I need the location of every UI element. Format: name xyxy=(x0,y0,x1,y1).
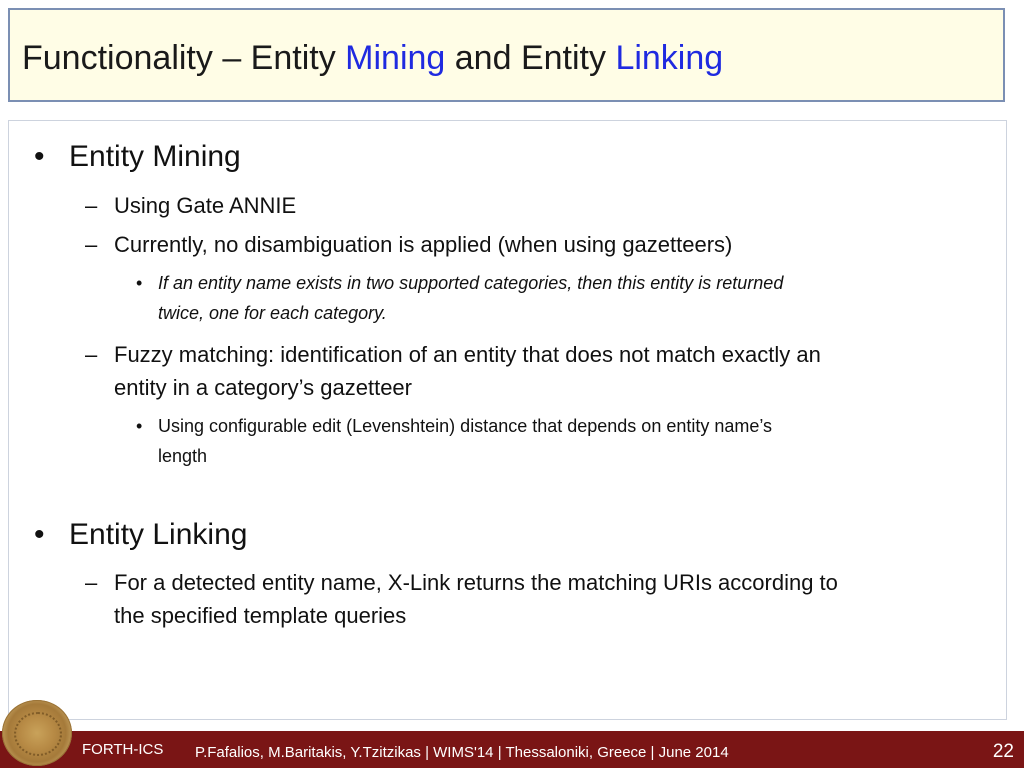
forth-seal-logo xyxy=(2,700,72,766)
title-part-2: and Entity xyxy=(445,39,616,77)
title-accent-linking: Linking xyxy=(615,39,724,77)
sub-item-line: If an entity name exists in two supported categories, then this entity is returned xyxy=(158,273,784,293)
list-item-text: Using Gate ANNIE xyxy=(114,193,297,218)
sub-item-line: Using configurable edit (Levenshtein) distance that depends on entity name’s xyxy=(158,416,773,436)
title-box xyxy=(8,8,1005,102)
section-heading-entity-mining: Entity Mining xyxy=(69,140,241,173)
dash-marker: – xyxy=(85,193,98,218)
footer-organization: FORTH-ICS xyxy=(82,741,164,758)
page-number: 22 xyxy=(992,741,1014,762)
sub-bullet-marker: • xyxy=(136,416,143,436)
footer-credits: P.Fafalios, M.Baritakis, Y.Tzitzikas | WIMS'14 | Thessaloniki, Greece | June 2014 xyxy=(195,744,729,761)
dash-marker: – xyxy=(85,342,98,367)
title-accent-mining: Mining xyxy=(345,39,446,77)
bullet-marker: • xyxy=(34,518,45,551)
list-item-line: For a detected entity name, X-Link returns the matching URIs according to xyxy=(114,570,838,595)
list-item-line: entity in a category’s gazetteer xyxy=(114,375,412,400)
sub-item-line: length xyxy=(158,446,208,466)
bullet-marker: • xyxy=(34,140,45,173)
title-part-1: Functionality – Entity xyxy=(22,39,346,77)
sub-item-line: twice, one for each category. xyxy=(158,303,387,323)
dash-marker: – xyxy=(85,232,98,257)
list-item-line: the specified template queries xyxy=(114,603,407,628)
list-item-text: Currently, no disambiguation is applied (when using gazetteers) xyxy=(114,232,733,257)
section-heading-entity-linking: Entity Linking xyxy=(69,518,248,551)
list-item-line: Fuzzy matching: identification of an entity that does not match exactly an xyxy=(114,342,821,367)
dash-marker: – xyxy=(85,570,98,595)
slide-title xyxy=(22,38,723,78)
sub-bullet-marker: • xyxy=(136,273,143,293)
